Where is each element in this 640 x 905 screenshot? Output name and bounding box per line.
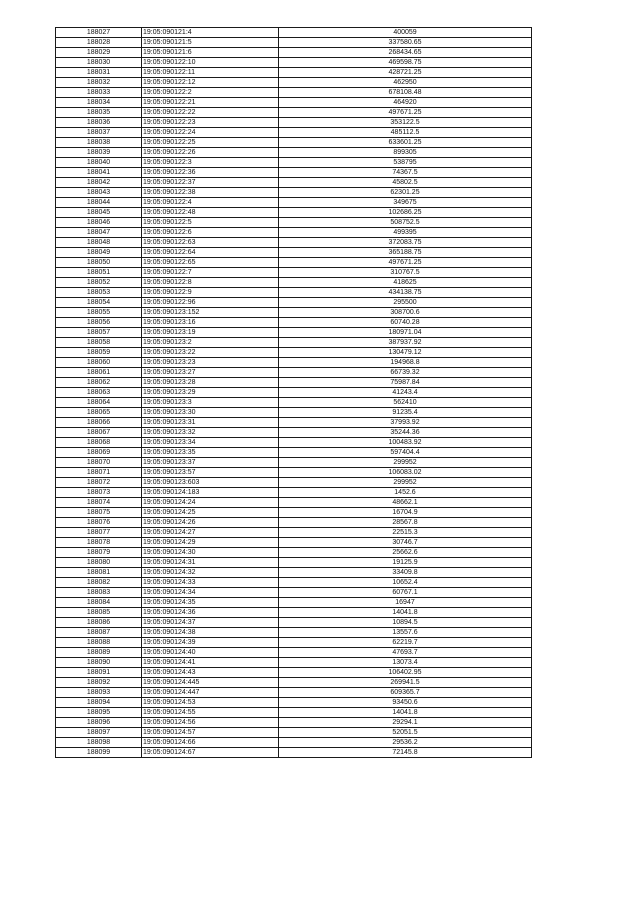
record-id-cell: 188097 — [56, 728, 142, 738]
amount-cell: 48662.1 — [279, 498, 532, 508]
reference-code-cell: 19:05:090122:11 — [142, 68, 279, 78]
amount-cell: 72145.8 — [279, 748, 532, 758]
record-id-cell: 188099 — [56, 748, 142, 758]
record-id-cell: 188034 — [56, 98, 142, 108]
amount-cell: 434138.75 — [279, 288, 532, 298]
amount-cell: 52051.5 — [279, 728, 532, 738]
data-table — [55, 27, 532, 758]
record-id-cell: 188048 — [56, 238, 142, 248]
table-row — [56, 578, 532, 588]
reference-code-cell: 19:05:090124:67 — [142, 748, 279, 758]
record-id-cell: 188049 — [56, 248, 142, 258]
table-row — [56, 628, 532, 638]
amount-cell: 45802.5 — [279, 178, 532, 188]
record-id-cell: 188041 — [56, 168, 142, 178]
reference-code-cell: 19:05:090122:23 — [142, 118, 279, 128]
reference-code-cell: 19:05:090123:30 — [142, 408, 279, 418]
record-id-cell: 188070 — [56, 458, 142, 468]
reference-code-cell: 19:05:090123:27 — [142, 368, 279, 378]
amount-cell: 499395 — [279, 228, 532, 238]
table-row — [56, 348, 532, 358]
amount-cell: 299952 — [279, 458, 532, 468]
record-id-cell: 188029 — [56, 48, 142, 58]
reference-code-cell: 19:05:090124:38 — [142, 628, 279, 638]
table-row — [56, 448, 532, 458]
table-row — [56, 508, 532, 518]
table-row — [56, 718, 532, 728]
amount-cell: 597404.4 — [279, 448, 532, 458]
amount-cell: 299952 — [279, 478, 532, 488]
reference-code-cell: 19:05:090123:34 — [142, 438, 279, 448]
reference-code-cell: 19:05:090124:35 — [142, 598, 279, 608]
reference-code-cell: 19:05:090121:4 — [142, 28, 279, 38]
amount-cell: 538795 — [279, 158, 532, 168]
amount-cell: 14041.8 — [279, 708, 532, 718]
table-row — [56, 98, 532, 108]
table-row — [56, 458, 532, 468]
table-row — [56, 658, 532, 668]
reference-code-cell: 19:05:090123:2 — [142, 338, 279, 348]
amount-cell: 372083.75 — [279, 238, 532, 248]
table-row — [56, 108, 532, 118]
reference-code-cell: 19:05:090124:31 — [142, 558, 279, 568]
reference-code-cell: 19:05:090124:43 — [142, 668, 279, 678]
record-id-cell: 188069 — [56, 448, 142, 458]
reference-code-cell: 19:05:090122:4 — [142, 198, 279, 208]
table-row — [56, 668, 532, 678]
table-row — [56, 708, 532, 718]
record-id-cell: 188032 — [56, 78, 142, 88]
amount-cell: 75987.84 — [279, 378, 532, 388]
reference-code-cell: 19:05:090123:603 — [142, 478, 279, 488]
table-row — [56, 218, 532, 228]
record-id-cell: 188080 — [56, 558, 142, 568]
amount-cell: 60767.1 — [279, 588, 532, 598]
amount-cell: 41243.4 — [279, 388, 532, 398]
amount-cell: 30746.7 — [279, 538, 532, 548]
record-id-cell: 188095 — [56, 708, 142, 718]
amount-cell: 562410 — [279, 398, 532, 408]
record-id-cell: 188053 — [56, 288, 142, 298]
table-row — [56, 358, 532, 368]
reference-code-cell: 19:05:090122:38 — [142, 188, 279, 198]
amount-cell: 194968.8 — [279, 358, 532, 368]
amount-cell: 428721.25 — [279, 68, 532, 78]
reference-code-cell: 19:05:090122:24 — [142, 128, 279, 138]
reference-code-cell: 19:05:090122:65 — [142, 258, 279, 268]
amount-cell: 62301.25 — [279, 188, 532, 198]
table-row — [56, 548, 532, 558]
table-row — [56, 278, 532, 288]
record-id-cell: 188098 — [56, 738, 142, 748]
record-id-cell: 188059 — [56, 348, 142, 358]
reference-code-cell: 19:05:090124:33 — [142, 578, 279, 588]
table-row — [56, 168, 532, 178]
amount-cell: 66739.32 — [279, 368, 532, 378]
table-row — [56, 378, 532, 388]
reference-code-cell: 19:05:090123:28 — [142, 378, 279, 388]
table-row — [56, 298, 532, 308]
table-row — [56, 48, 532, 58]
record-id-cell: 188090 — [56, 658, 142, 668]
reference-code-cell: 19:05:090124:27 — [142, 528, 279, 538]
reference-code-cell: 19:05:090122:48 — [142, 208, 279, 218]
record-id-cell: 188036 — [56, 118, 142, 128]
amount-cell: 14041.8 — [279, 608, 532, 618]
table-row — [56, 688, 532, 698]
reference-code-cell: 19:05:090122:12 — [142, 78, 279, 88]
amount-cell: 609365.7 — [279, 688, 532, 698]
reference-code-cell: 19:05:090122:7 — [142, 268, 279, 278]
table-row — [56, 208, 532, 218]
amount-cell: 180971.04 — [279, 328, 532, 338]
record-id-cell: 188087 — [56, 628, 142, 638]
amount-cell: 400059 — [279, 28, 532, 38]
record-id-cell: 188039 — [56, 148, 142, 158]
record-id-cell: 188094 — [56, 698, 142, 708]
table-row — [56, 478, 532, 488]
table-row — [56, 568, 532, 578]
amount-cell: 353122.5 — [279, 118, 532, 128]
table-row — [56, 78, 532, 88]
record-id-cell: 188037 — [56, 128, 142, 138]
amount-cell: 10894.5 — [279, 618, 532, 628]
amount-cell: 418625 — [279, 278, 532, 288]
table-row — [56, 58, 532, 68]
reference-code-cell: 19:05:090122:36 — [142, 168, 279, 178]
reference-code-cell: 19:05:090122:22 — [142, 108, 279, 118]
amount-cell: 100483.92 — [279, 438, 532, 448]
record-id-cell: 188035 — [56, 108, 142, 118]
record-id-cell: 188067 — [56, 428, 142, 438]
reference-code-cell: 19:05:090123:29 — [142, 388, 279, 398]
reference-code-cell: 19:05:090122:96 — [142, 298, 279, 308]
record-id-cell: 188045 — [56, 208, 142, 218]
amount-cell: 62219.7 — [279, 638, 532, 648]
amount-cell: 29536.2 — [279, 738, 532, 748]
reference-code-cell: 19:05:090124:57 — [142, 728, 279, 738]
record-id-cell: 188061 — [56, 368, 142, 378]
table-row — [56, 268, 532, 278]
table-row — [56, 148, 532, 158]
table-row — [56, 328, 532, 338]
amount-cell: 485112.5 — [279, 128, 532, 138]
reference-code-cell: 19:05:090124:32 — [142, 568, 279, 578]
record-id-cell: 188077 — [56, 528, 142, 538]
table-row — [56, 518, 532, 528]
table-row — [56, 638, 532, 648]
table-row — [56, 38, 532, 48]
record-id-cell: 188081 — [56, 568, 142, 578]
amount-cell: 508752.5 — [279, 218, 532, 228]
table-row — [56, 698, 532, 708]
record-id-cell: 188063 — [56, 388, 142, 398]
table-row — [56, 248, 532, 258]
amount-cell: 13557.6 — [279, 628, 532, 638]
reference-code-cell: 19:05:090124:29 — [142, 538, 279, 548]
record-id-cell: 188072 — [56, 478, 142, 488]
reference-code-cell: 19:05:090122:25 — [142, 138, 279, 148]
amount-cell: 337580.65 — [279, 38, 532, 48]
reference-code-cell: 19:05:090123:37 — [142, 458, 279, 468]
amount-cell: 102686.25 — [279, 208, 532, 218]
table-row — [56, 28, 532, 38]
amount-cell: 33409.8 — [279, 568, 532, 578]
reference-code-cell: 19:05:090124:445 — [142, 678, 279, 688]
reference-code-cell: 19:05:090122:21 — [142, 98, 279, 108]
amount-cell: 28567.8 — [279, 518, 532, 528]
table-row — [56, 88, 532, 98]
amount-cell: 269941.5 — [279, 678, 532, 688]
reference-code-cell: 19:05:090124:25 — [142, 508, 279, 518]
record-id-cell: 188078 — [56, 538, 142, 548]
record-id-cell: 188031 — [56, 68, 142, 78]
table-body — [56, 28, 532, 758]
record-id-cell: 188051 — [56, 268, 142, 278]
reference-code-cell: 19:05:090122:3 — [142, 158, 279, 168]
record-id-cell: 188060 — [56, 358, 142, 368]
record-id-cell: 188082 — [56, 578, 142, 588]
record-id-cell: 188086 — [56, 618, 142, 628]
amount-cell: 37993.92 — [279, 418, 532, 428]
reference-code-cell: 19:05:090121:5 — [142, 38, 279, 48]
amount-cell: 349675 — [279, 198, 532, 208]
reference-code-cell: 19:05:090123:19 — [142, 328, 279, 338]
table-row — [56, 398, 532, 408]
record-id-cell: 188076 — [56, 518, 142, 528]
reference-code-cell: 19:05:090124:39 — [142, 638, 279, 648]
table-row — [56, 418, 532, 428]
table-row — [56, 468, 532, 478]
reference-code-cell: 19:05:090124:447 — [142, 688, 279, 698]
amount-cell: 464920 — [279, 98, 532, 108]
amount-cell: 25662.6 — [279, 548, 532, 558]
record-id-cell: 188088 — [56, 638, 142, 648]
record-id-cell: 188068 — [56, 438, 142, 448]
amount-cell: 308700.6 — [279, 308, 532, 318]
reference-code-cell: 19:05:090124:55 — [142, 708, 279, 718]
reference-code-cell: 19:05:090123:31 — [142, 418, 279, 428]
reference-code-cell: 19:05:090124:36 — [142, 608, 279, 618]
record-id-cell: 188089 — [56, 648, 142, 658]
reference-code-cell: 19:05:090123:57 — [142, 468, 279, 478]
amount-cell: 295500 — [279, 298, 532, 308]
amount-cell: 633601.25 — [279, 138, 532, 148]
reference-code-cell: 19:05:090124:53 — [142, 698, 279, 708]
record-id-cell: 188085 — [56, 608, 142, 618]
table-row — [56, 648, 532, 658]
table-row — [56, 528, 532, 538]
record-id-cell: 188093 — [56, 688, 142, 698]
reference-code-cell: 19:05:090124:26 — [142, 518, 279, 528]
record-id-cell: 188092 — [56, 678, 142, 688]
record-id-cell: 188038 — [56, 138, 142, 148]
reference-code-cell: 19:05:090124:24 — [142, 498, 279, 508]
table-row — [56, 178, 532, 188]
record-id-cell: 188062 — [56, 378, 142, 388]
table-row — [56, 228, 532, 238]
amount-cell: 899305 — [279, 148, 532, 158]
table-row — [56, 118, 532, 128]
amount-cell: 469598.75 — [279, 58, 532, 68]
table-row — [56, 258, 532, 268]
record-id-cell: 188096 — [56, 718, 142, 728]
table-row — [56, 438, 532, 448]
reference-code-cell: 19:05:090124:66 — [142, 738, 279, 748]
record-id-cell: 188056 — [56, 318, 142, 328]
table-row — [56, 238, 532, 248]
amount-cell: 47693.7 — [279, 648, 532, 658]
table-row — [56, 128, 532, 138]
amount-cell: 74367.5 — [279, 168, 532, 178]
table-row — [56, 338, 532, 348]
record-id-cell: 188079 — [56, 548, 142, 558]
table-row — [56, 158, 532, 168]
table-row — [56, 388, 532, 398]
table-row — [56, 318, 532, 328]
amount-cell: 678108.48 — [279, 88, 532, 98]
reference-code-cell: 19:05:090122:26 — [142, 148, 279, 158]
amount-cell: 462950 — [279, 78, 532, 88]
record-id-cell: 188043 — [56, 188, 142, 198]
record-id-cell: 188057 — [56, 328, 142, 338]
record-id-cell: 188066 — [56, 418, 142, 428]
record-id-cell: 188083 — [56, 588, 142, 598]
table-row — [56, 728, 532, 738]
amount-cell: 93450.6 — [279, 698, 532, 708]
record-id-cell: 188040 — [56, 158, 142, 168]
reference-code-cell: 19:05:090123:16 — [142, 318, 279, 328]
table-row — [56, 498, 532, 508]
amount-cell: 497671.25 — [279, 108, 532, 118]
reference-code-cell: 19:05:090123:23 — [142, 358, 279, 368]
amount-cell: 22515.3 — [279, 528, 532, 538]
table-row — [56, 68, 532, 78]
table-row — [56, 488, 532, 498]
amount-cell: 130479.12 — [279, 348, 532, 358]
amount-cell: 106083.02 — [279, 468, 532, 478]
amount-cell: 91235.4 — [279, 408, 532, 418]
amount-cell: 310767.5 — [279, 268, 532, 278]
reference-code-cell: 19:05:090122:64 — [142, 248, 279, 258]
table-row — [56, 598, 532, 608]
record-id-cell: 188052 — [56, 278, 142, 288]
reference-code-cell: 19:05:090122:10 — [142, 58, 279, 68]
amount-cell: 497671.25 — [279, 258, 532, 268]
table-row — [56, 138, 532, 148]
table-row — [56, 678, 532, 688]
table-row — [56, 288, 532, 298]
amount-cell: 1452.6 — [279, 488, 532, 498]
reference-code-cell: 19:05:090124:183 — [142, 488, 279, 498]
record-id-cell: 188042 — [56, 178, 142, 188]
reference-code-cell: 19:05:090124:41 — [142, 658, 279, 668]
amount-cell: 365188.75 — [279, 248, 532, 258]
reference-code-cell: 19:05:090124:37 — [142, 618, 279, 628]
amount-cell: 16947 — [279, 598, 532, 608]
table-row — [56, 748, 532, 758]
table-row — [56, 188, 532, 198]
reference-code-cell: 19:05:090121:6 — [142, 48, 279, 58]
reference-code-cell: 19:05:090122:2 — [142, 88, 279, 98]
record-id-cell: 188064 — [56, 398, 142, 408]
table-row — [56, 308, 532, 318]
reference-code-cell: 19:05:090122:6 — [142, 228, 279, 238]
record-id-cell: 188054 — [56, 298, 142, 308]
reference-code-cell: 19:05:090123:3 — [142, 398, 279, 408]
record-id-cell: 188027 — [56, 28, 142, 38]
reference-code-cell: 19:05:090123:32 — [142, 428, 279, 438]
record-id-cell: 188065 — [56, 408, 142, 418]
record-id-cell: 188071 — [56, 468, 142, 478]
table-row — [56, 618, 532, 628]
record-id-cell: 188084 — [56, 598, 142, 608]
record-id-cell: 188028 — [56, 38, 142, 48]
table-row — [56, 408, 532, 418]
reference-code-cell: 19:05:090123:152 — [142, 308, 279, 318]
table-row — [56, 368, 532, 378]
amount-cell: 13073.4 — [279, 658, 532, 668]
reference-code-cell: 19:05:090122:8 — [142, 278, 279, 288]
reference-code-cell: 19:05:090124:30 — [142, 548, 279, 558]
record-id-cell: 188073 — [56, 488, 142, 498]
record-id-cell: 188075 — [56, 508, 142, 518]
record-id-cell: 188055 — [56, 308, 142, 318]
reference-code-cell: 19:05:090122:9 — [142, 288, 279, 298]
table-row — [56, 608, 532, 618]
reference-code-cell: 19:05:090124:40 — [142, 648, 279, 658]
reference-code-cell: 19:05:090122:63 — [142, 238, 279, 248]
amount-cell: 29294.1 — [279, 718, 532, 728]
reference-code-cell: 19:05:090122:5 — [142, 218, 279, 228]
table-row — [56, 538, 532, 548]
record-id-cell: 188074 — [56, 498, 142, 508]
record-id-cell: 188044 — [56, 198, 142, 208]
amount-cell: 268434.65 — [279, 48, 532, 58]
table-row — [56, 198, 532, 208]
reference-code-cell: 19:05:090124:56 — [142, 718, 279, 728]
record-id-cell: 188030 — [56, 58, 142, 68]
record-id-cell: 188047 — [56, 228, 142, 238]
reference-code-cell: 19:05:090122:37 — [142, 178, 279, 188]
record-id-cell: 188058 — [56, 338, 142, 348]
record-id-cell: 188033 — [56, 88, 142, 98]
record-id-cell: 188091 — [56, 668, 142, 678]
amount-cell: 60740.28 — [279, 318, 532, 328]
table-row — [56, 428, 532, 438]
amount-cell: 16704.9 — [279, 508, 532, 518]
amount-cell: 387937.92 — [279, 338, 532, 348]
record-id-cell: 188046 — [56, 218, 142, 228]
table-row — [56, 738, 532, 748]
amount-cell: 10652.4 — [279, 578, 532, 588]
table-row — [56, 558, 532, 568]
reference-code-cell: 19:05:090124:34 — [142, 588, 279, 598]
record-id-cell: 188050 — [56, 258, 142, 268]
table-row — [56, 588, 532, 598]
amount-cell: 35244.36 — [279, 428, 532, 438]
amount-cell: 19125.9 — [279, 558, 532, 568]
reference-code-cell: 19:05:090123:35 — [142, 448, 279, 458]
reference-code-cell: 19:05:090123:22 — [142, 348, 279, 358]
amount-cell: 106402.95 — [279, 668, 532, 678]
